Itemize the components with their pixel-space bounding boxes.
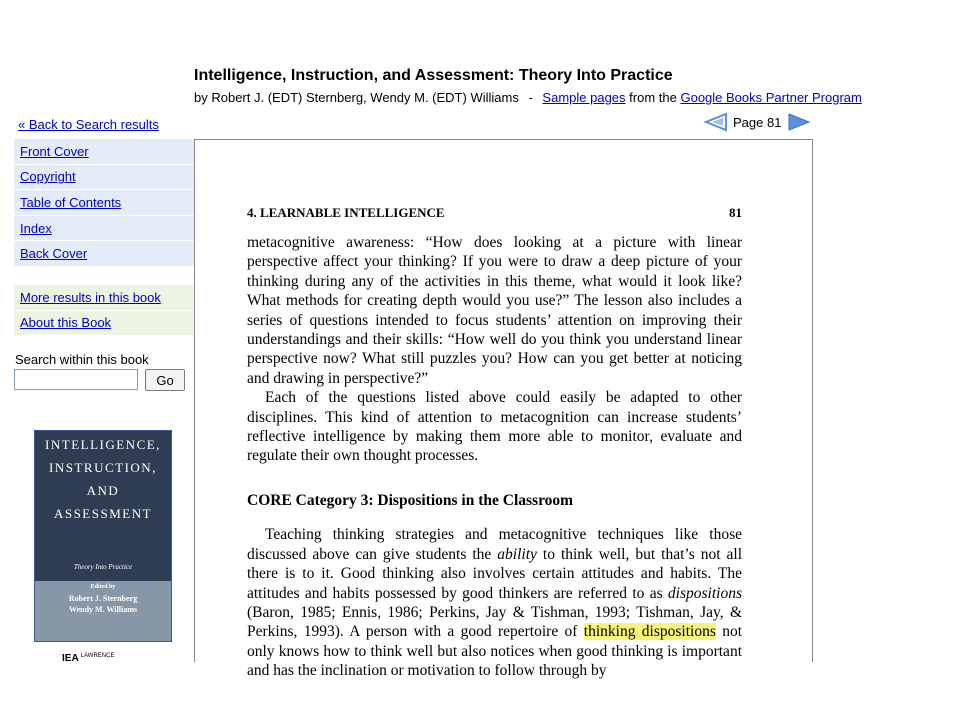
- printed-page-number: 81: [729, 205, 742, 220]
- nav-item-toc[interactable]: [14, 190, 194, 216]
- book-title: Intelligence, Instruction, and Assessment: Theory Into Practice: [194, 67, 673, 84]
- nav-item-index[interactable]: [14, 216, 194, 242]
- book-sections-nav: [14, 139, 194, 267]
- cover-title-line: AND: [86, 483, 120, 498]
- book-more-nav: [14, 285, 194, 336]
- separator: -: [528, 90, 533, 105]
- nav-item-about-book[interactable]: [14, 311, 194, 337]
- cover-title-line: ASSESSMENT: [53, 506, 153, 521]
- book-cover-image[interactable]: [34, 430, 172, 642]
- publisher-logo: [62, 653, 114, 664]
- paragraph: [247, 525, 742, 680]
- section-heading: CORE Category 3: Dispositions in the Classroom: [247, 491, 574, 509]
- nav-item-copyright[interactable]: [14, 165, 194, 191]
- partner-program-link[interactable]: Google Books Partner Program: [680, 90, 862, 105]
- front-cover-link[interactable]: Front Cover: [20, 143, 89, 159]
- page-navigator: [704, 113, 811, 131]
- page-number-label: Page 81: [733, 114, 782, 130]
- text-run: to think well, but that’s not all there is to it. Good thinking also involves certain attitudes and habits. The attitudes and habits possessed by good thinkers are referred to as: [247, 545, 742, 602]
- next-page-icon[interactable]: [787, 113, 811, 131]
- back-cover-link[interactable]: Back Cover: [20, 246, 88, 262]
- cover-title-line: INTELLIGENCE,: [45, 437, 161, 452]
- go-button[interactable]: Go: [145, 369, 185, 391]
- about-book-link[interactable]: About this Book: [20, 315, 112, 331]
- nav-item-back-cover[interactable]: [14, 241, 194, 267]
- author-text: by Robert J. (EDT) Sternberg, Wendy M. (EDT) Williams: [194, 90, 519, 105]
- chapter-heading: 4. LEARNABLE INTELLIGENCE: [247, 205, 445, 220]
- emphasis: ability: [497, 545, 537, 563]
- search-label: Search within this book: [15, 352, 149, 367]
- paragraph: Each of the questions listed above could easily be adapted to other disciplines. This kind of attention to metacognition can increase students’ reflective intelligence by making them more able to monitor, evaluate and regulate their own thought processes.: [247, 389, 742, 465]
- cover-author: Wendy M. Williams: [69, 605, 137, 614]
- publisher-small-text: LAWRENCE: [80, 653, 115, 659]
- emphasis: dispositions: [667, 584, 742, 602]
- book-byline: [194, 90, 862, 105]
- cover-title: [35, 433, 171, 525]
- cover-subtitle: Theory Into Practice: [73, 563, 133, 571]
- nav-item-front-cover[interactable]: [14, 139, 194, 165]
- page-viewer[interactable]: [194, 139, 813, 680]
- back-to-search-link[interactable]: « Back to Search results: [18, 117, 159, 132]
- text-run: (Baron, 1985; Ennis, 1986; Perkins, Jay & Tishman, 1993; Tishman, Jay, & Perkins, 1993). A person with a good repertoire of: [247, 603, 742, 641]
- cover-authors: [35, 593, 171, 615]
- search-input[interactable]: [14, 369, 138, 390]
- paragraph: metacognitive awareness: “How does looking at a picture with linear perspective affect your thinking? If you were to draw a deep picture of your thinking during any of the activities in this theme, what would it look like? What methods for creating depth would you use?” The lesson also includes a series of questions intended to focus students’ attention on improving their understandings and their skills: “How well do you think you understand linear perspective now? What still puzzles you? How can you get better at noticing and drawing in perspective?”: [247, 234, 742, 387]
- publisher-mark: IEA: [62, 653, 79, 664]
- nav-item-more-results[interactable]: [14, 285, 194, 311]
- from-text: from the: [629, 90, 677, 105]
- previous-page-icon[interactable]: [704, 113, 728, 131]
- cover-title-line: INSTRUCTION,: [49, 460, 157, 475]
- sample-pages-link[interactable]: Sample pages: [542, 90, 626, 105]
- index-link[interactable]: Index: [20, 220, 52, 236]
- running-head: [247, 205, 742, 221]
- more-results-link[interactable]: More results in this book: [20, 289, 161, 305]
- text-run: Teaching thinking strategies and metacognitive techniques like those discussed above can give students the: [247, 526, 742, 563]
- text-run: not only knows how to think well but also notices when good thinking is important and has the inclination or motivation to follow through by: [247, 623, 742, 680]
- cover-author: Robert J. Sternberg: [68, 594, 138, 603]
- table-of-contents-link[interactable]: Table of Contents: [20, 194, 122, 210]
- page-body: [247, 233, 742, 681]
- cover-edited-by: Edited by: [90, 584, 116, 590]
- search-highlight: thinking dispositions: [583, 623, 716, 641]
- copyright-link[interactable]: Copyright: [20, 169, 76, 185]
